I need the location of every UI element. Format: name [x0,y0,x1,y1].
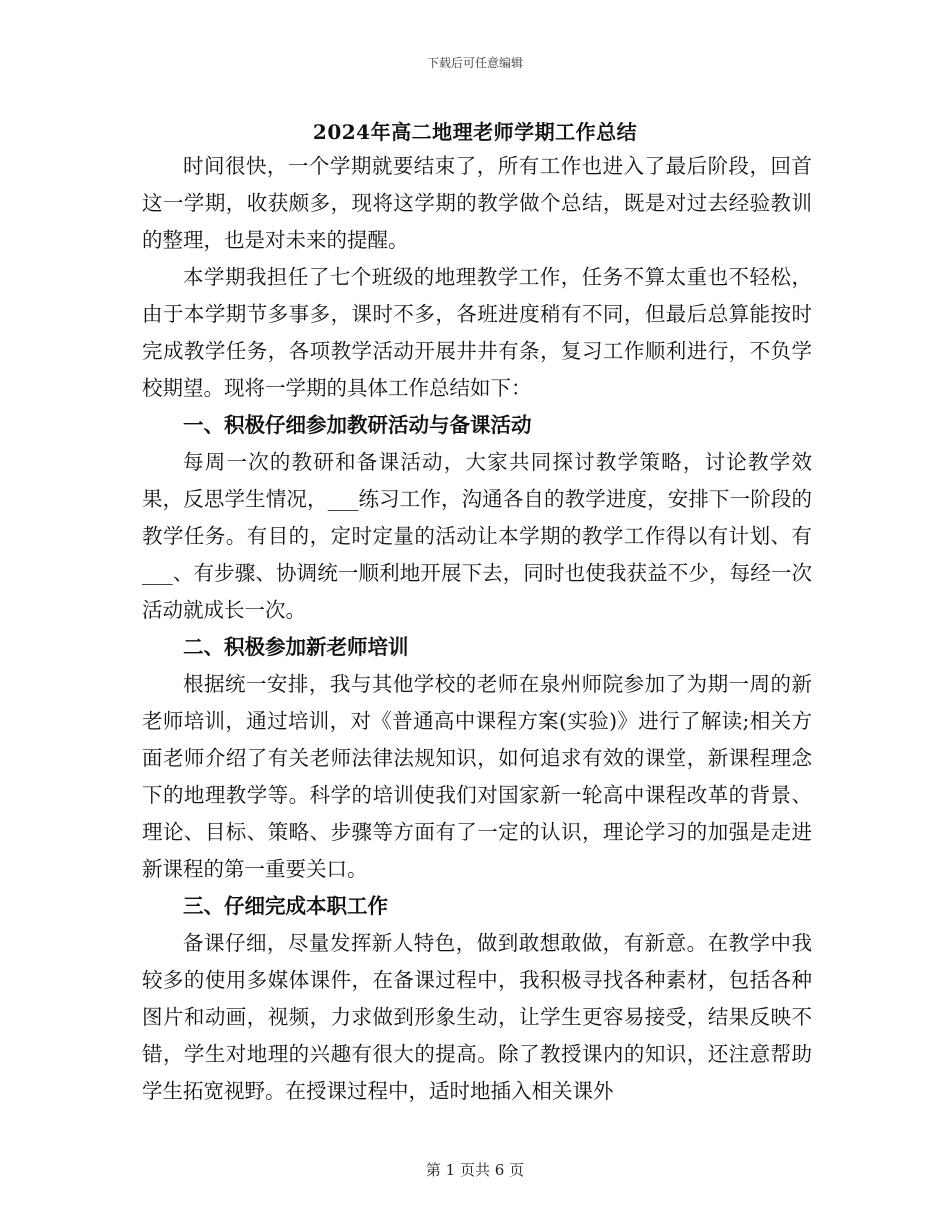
section-heading-2: 二、积极参加新老师培训 [183,635,409,659]
paragraph-intro: 时间很快，一个学期就要结束了，所有工作也进入了最后阶段，回首这一学期，收获颇多，现将这学期的教学做个总结，既是对过去经验教训的整理，也是对未来的提醒。 [142,154,812,252]
section-heading-3: 三、仔细完成本职工作 [183,894,388,918]
paragraph-section-1: 每周一次的教研和备课活动，大家共同探讨教学策略，讨论教学效果，反思学生情况，___练习工作，沟通各自的教学进度，安排下一阶段的教学任务。有目的，定时定量的活动让本学期的教学工作得以有计划、有___、有步骤、协调统一顺利地开展下去，同时也使我获益不少，每经一次活动就成长一次。 [142,450,812,622]
paragraph-overview: 本学期我担任了七个班级的地理教学工作，任务不算太重也不轻松，由于本学期节多事多，课时不多，各班进度稍有不同，但最后总算能按时完成教学任务，各项教学活动开展井井有条，复习工作顺利进行，不负学校期望。现将一学期的具体工作总结如下： [142,265,812,400]
page-footer: 第 1 页共 6 页 [425,1161,525,1179]
document-body [142,148,812,1110]
paragraph-section-2: 根据统一安排，我与其他学校的老师在泉州师院参加了为期一周的新老师培训，通过培训，对《普通高中课程方案(实验)》进行了解读;相关方面老师介绍了有关老师法律法规知识，如何追求有效的课堂，新课程理念下的地理教学等。科学的培训使我们对国家新一轮高中课程改革的背景、理论、目标、策略、步骤等方面有了一定的认识，理论学习的加强是走进新课程的第一重要关口。 [142,672,812,881]
document-title: 2024年高二地理老师学期工作总结 [312,120,638,144]
header-note: 下载后可任意编辑 [426,56,523,70]
section-heading-1: 一、积极仔细参加教研活动与备课活动 [183,413,532,437]
paragraph-section-3: 备课仔细，尽量发挥新人特色，做到敢想敢做，有新意。在教学中我较多的使用多媒体课件，在备课过程中，我积极寻找各种素材，包括各种图片和动画，视频，力求做到形象生动，让学生更容易接受，结果反映不错，学生对地理的兴趣有很大的提高。除了教授课内的知识，还注意帮助学生拓宽视野。在授课过程中，适时地插入相关课外 [142,931,812,1103]
